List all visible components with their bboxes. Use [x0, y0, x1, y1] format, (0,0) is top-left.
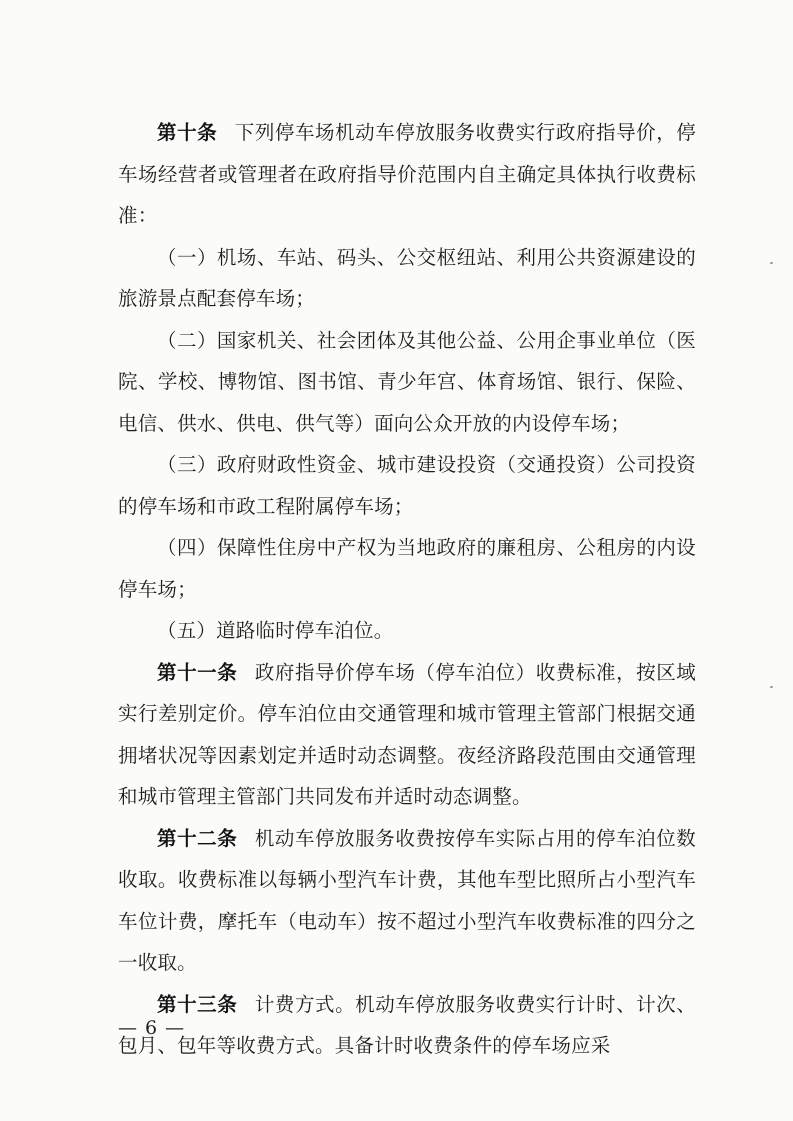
paragraph-text: （四）保障性住房中产权为当地政府的廉租房、公租房的内设停车场； [118, 536, 696, 601]
paragraph [118, 112, 696, 237]
paragraph-text: （五）道路临时停车泊位。 [157, 619, 394, 642]
paragraph [118, 652, 696, 818]
scan-speck [770, 262, 773, 264]
scan-speck [770, 686, 773, 688]
paragraph-text: 计费方式。机动车停放服务收费实行计时、计次、包月、包年等收费方式。具备计时收费条件的停车场应采 [118, 992, 696, 1057]
paragraph [118, 818, 696, 984]
article-number: 第十一条 [157, 660, 238, 684]
paragraph-text: （二）国家机关、社会团体及其他公益、公用企事业单位（医院、学校、博物馆、图书馆、青少年宫、体育场馆、银行、保险、电信、供水、供电、供气等）面向公众开放的内设停车场； [118, 328, 696, 435]
paragraph [118, 610, 696, 652]
paragraph-text: （三）政府财政性资金、城市建设投资（交通投资）公司投资的停车场和市政工程附属停车场； [118, 453, 696, 518]
paragraph [118, 237, 696, 320]
paragraph-text: 政府指导价停车场（停车泊位）收费标准，按区域实行差别定价。停车泊位由交通管理和城市管理主管部门根据交通拥堵状况等因素划定并适时动态调整。夜经济路段范围由交通管理和城市管理主管部门共同发布并适时动态调整。 [118, 660, 696, 808]
article-number: 第十二条 [157, 826, 238, 850]
paragraph [118, 984, 696, 1067]
paragraph-text: （一）机场、车站、码头、公交枢纽站、利用公共资源建设的旅游景点配套停车场； [118, 245, 696, 310]
page-number: — 6 — [118, 1017, 186, 1039]
paragraph [118, 527, 696, 610]
paragraph [118, 320, 696, 445]
document-body [118, 112, 696, 1067]
paragraph-text: 下列停车场机动车停放服务收费实行政府指导价，停车场经营者或管理者在政府指导价范围内自主确定具体执行收费标准： [118, 121, 696, 227]
paragraph [118, 444, 696, 527]
paragraph-text: 机动车停放服务收费按停车实际占用的停车泊位数收取。收费标准以每辆小型汽车计费，其他车型比照所占小型汽车车位计费，摩托车（电动车）按不超过小型汽车收费标准的四分之一收取。 [118, 826, 696, 974]
article-number: 第十三条 [157, 992, 238, 1016]
article-number: 第十条 [157, 121, 218, 144]
